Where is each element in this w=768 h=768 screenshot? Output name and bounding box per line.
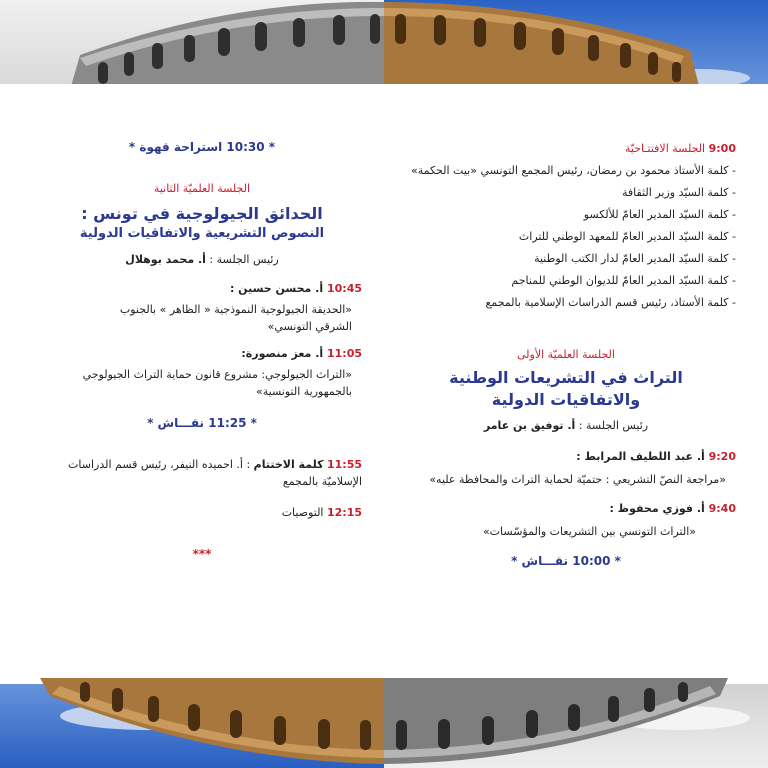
talk-speaker: أ. عبد اللطيف المرابط :: [576, 450, 705, 463]
closing-time: 11:55: [326, 458, 362, 471]
session2-chair-name: أ. محمد بوهلال: [125, 253, 206, 266]
session2-heading: الجلسة العلميّة الثانية: [153, 182, 251, 195]
recommendations-label: التوصيات: [281, 506, 324, 519]
coffee-break: * 10:30 استراحة قهوة *: [128, 140, 276, 154]
session1-discussion: * 10:00 نقـــاش *: [511, 554, 621, 568]
session2-discussion: * 11:25 نقـــاش *: [147, 416, 257, 430]
end-marks: ***: [192, 547, 212, 561]
session2-title-line1: الحدائق الجيولوجية في تونس :: [81, 204, 323, 223]
talk-time: 10:45: [326, 282, 362, 295]
talk-title: «الحديقة الجيولوجية النموذجية « الظاهر » بالجنوب الشرقي التونسي»: [119, 303, 352, 333]
opening-item: - كلمة الأستاذ، رئيس قسم الدراسات الإسلامية بالمجمع: [485, 296, 736, 309]
session1: [396, 348, 736, 568]
opening-item: - كلمة السيّد المدير العامّ لدار الكتب الوطنية: [534, 252, 736, 265]
talk-time: 9:40: [708, 502, 736, 515]
talk-title: «التراث التونسي بين التشريعات والمؤسّسات»: [482, 525, 696, 538]
session1-talk: [396, 450, 736, 488]
opening-item: - كلمة الأستاذ محمود بن رمضان، رئيس المجمع التونسي «بيت الحكمة»: [410, 164, 736, 177]
recommendations: [42, 504, 362, 521]
session2-chair: [42, 253, 362, 266]
opening-items: [396, 163, 736, 310]
talk-speaker: أ. فوزي محفوظ :: [609, 502, 705, 515]
session1-chair-name: أ. توفيق بن عامر: [483, 419, 576, 432]
opening-item: - كلمة السيّد المدير العامّ للمعهد الوطني للتراث: [518, 230, 736, 243]
talk-speaker: أ. معز منصورة:: [241, 347, 324, 360]
closing-text: : أ. احميده النيفر، رئيس قسم الدراسات الإسلاميّة بالمجمع: [68, 458, 362, 488]
right-column: [396, 140, 736, 568]
opening-heading: [396, 140, 736, 157]
closing: [42, 456, 362, 490]
session2-chair-label: رئيس الجلسة :: [209, 253, 279, 266]
bottom-colosseum-banner: [0, 678, 768, 768]
session2-talk: [42, 347, 362, 400]
talk-time: 9:20: [708, 450, 736, 463]
session1-title-line2: والاتفاقيات الدولية: [491, 390, 641, 409]
session1-chair-label: رئيس الجلسة :: [578, 419, 649, 432]
session1-title-line1: التراث في التشريعات الوطنية: [449, 368, 683, 387]
opening-item: - كلمة السيّد وزير الثقافة: [622, 186, 736, 199]
recommendations-time: 12:15: [326, 506, 362, 519]
session1-heading: الجلسة العلميّة الأولى: [517, 348, 615, 361]
session1-chair: [396, 419, 736, 432]
opening-item: - كلمة السيّد المدير العامّ للديوان الوطني للمناجم: [511, 274, 736, 287]
opening-time: 9:00: [708, 142, 736, 155]
session2: [42, 182, 362, 430]
opening-item: - كلمة السيّد المدير العامّ للألكسو: [583, 208, 736, 221]
closing-label: كلمة الاختتام: [253, 458, 324, 471]
left-column: [42, 140, 362, 561]
talk-time: 11:05: [326, 347, 362, 360]
opening-title: الجلسة الافتتـاحيّة: [624, 142, 706, 155]
talk-title: «مراجعة النصّ التشريعي : حتميّة لحماية التراث والمحافظة عليه»: [429, 473, 726, 486]
session2-title-line2: النصوص التشريعية والاتفاقيات الدولية: [79, 226, 325, 241]
session2-talk: [42, 282, 362, 335]
talk-speaker: أ. محسن حسين :: [229, 282, 324, 295]
top-colosseum-banner: [0, 0, 768, 90]
session1-talk: [396, 502, 736, 540]
talk-title: «التراث الجيولوجي: مشروع قانون حماية التراث الجيولوجي بالجمهورية التونسية»: [82, 368, 352, 398]
